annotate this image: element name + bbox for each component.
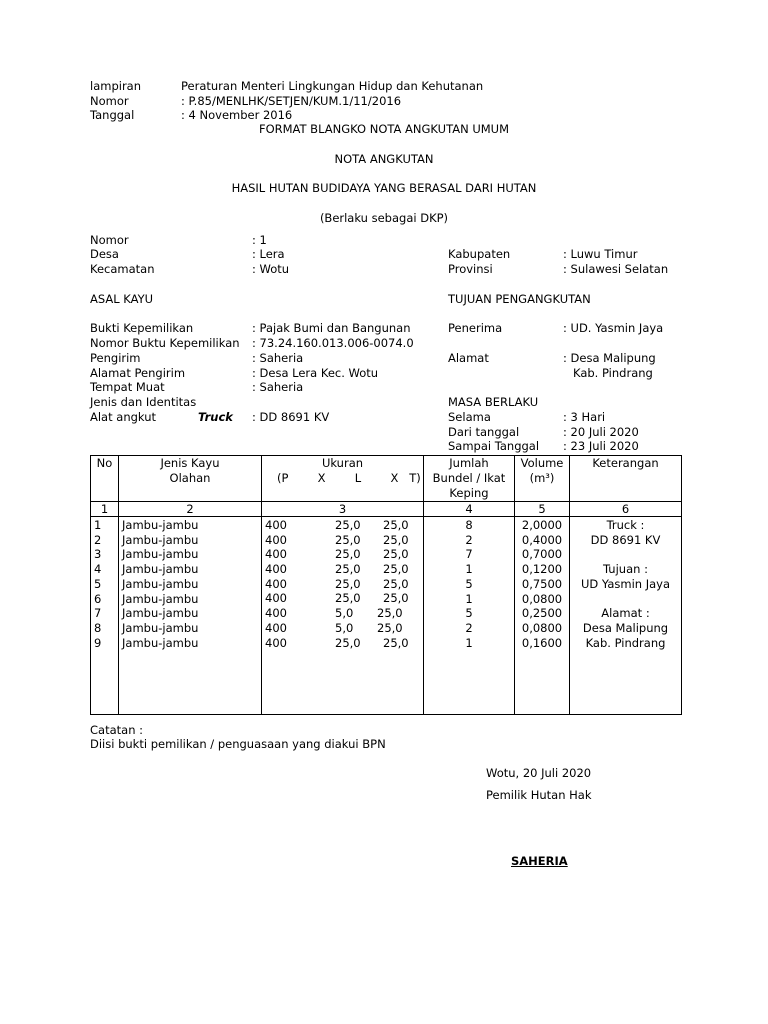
col-number: 3 [262, 502, 424, 517]
info-nomor-label: Nomor [90, 233, 129, 247]
cell-p: 400 [265, 562, 287, 577]
nomor-value: : P.85/MENLHK/SETJEN/KUM.1/11/2016 [181, 94, 402, 108]
info-nomor-value: : 1 [252, 233, 267, 247]
alat-angkut-label: Alat angkut [90, 410, 157, 424]
cell-l: 25,0 [335, 576, 361, 591]
kabupaten-label: Kabupaten [448, 247, 511, 261]
tanggal-label: Tanggal [90, 108, 135, 122]
cell-no: 7 [94, 606, 102, 621]
table-empty-row [91, 650, 682, 715]
cell-t: 25,0 [383, 547, 409, 562]
cell-no: 2 [94, 532, 102, 547]
cell-jumlah: 5 [465, 606, 473, 621]
title-dkp: (Berlaku sebagai DKP) [319, 211, 449, 225]
dari-tanggal-value: : 20 Juli 2020 [563, 425, 639, 439]
nomor-bukti-value: : 73.24.160.013.006-0074.0 [252, 336, 414, 350]
cell-volume: 0,0800 [521, 591, 563, 606]
cell-t: 25,0 [383, 518, 409, 532]
cell-volume: 0,0800 [521, 620, 563, 635]
cell-jumlah: 1 [465, 591, 473, 606]
cell-no: 9 [94, 635, 102, 650]
lampiran-value: Peraturan Menteri Lingkungan Hidup dan Kehutanan [181, 79, 484, 93]
header-jumlah: Jumlah Bundel / Ikat Keping [424, 456, 515, 502]
keterangan-line: UD Yasmin Jaya [580, 576, 671, 591]
cell-jumlah: 8 [465, 518, 473, 532]
cell-jenis: Jambu-jambu [122, 620, 199, 635]
cell-no: 8 [94, 620, 102, 635]
cell-t: 25,0 [383, 591, 409, 606]
header-keterangan: Keterangan [570, 456, 682, 502]
tempat-muat-label: Tempat Muat [90, 380, 165, 394]
body-jenis-column [119, 517, 262, 651]
cell-p: 400 [265, 620, 287, 635]
sampai-tanggal-value: : 23 Juli 2020 [563, 439, 639, 453]
header-volume: Volume (m³) [515, 456, 570, 502]
catatan-label: Catatan : [90, 723, 144, 737]
cell-volume: 0,4000 [521, 532, 563, 547]
col-number: 1 [91, 502, 119, 517]
penerima-value: : UD. Yasmin Jaya [563, 321, 664, 335]
cell-l: 25,0 [335, 532, 361, 547]
cell-volume: 0,2500 [521, 606, 563, 621]
kecamatan-value: : Wotu [252, 262, 290, 276]
table-header-row [91, 456, 682, 502]
lampiran-label: lampiran [90, 79, 142, 93]
col-number: 4 [424, 502, 515, 517]
body-keterangan-column [570, 517, 682, 651]
title-hasil-hutan: HASIL HUTAN BUDIDAYA YANG BERASAL DARI HUTAN [231, 181, 537, 195]
dari-tanggal-label: Dari tanggal [448, 425, 520, 439]
cell-jenis: Jambu-jambu [122, 591, 199, 606]
cell-p: 400 [265, 635, 287, 650]
header-ukuran [262, 456, 424, 502]
header-jenis: Jenis Kayu Olahan [119, 456, 262, 502]
col-number: 2 [119, 502, 262, 517]
table-column-number-row [91, 502, 682, 517]
bukti-value: : Pajak Bumi dan Bangunan [252, 321, 411, 335]
selama-value: : 3 Hari [563, 410, 606, 424]
bukti-label: Bukti Kepemilikan [90, 321, 194, 335]
masa-berlaku-heading: MASA BERLAKU [448, 395, 539, 409]
cell-volume: 0,1200 [521, 562, 563, 577]
cell-p: 400 [265, 606, 287, 621]
cell-l: 25,0 [335, 518, 361, 532]
cell-jumlah: 2 [465, 532, 473, 547]
asal-kayu-heading: ASAL KAYU [90, 292, 154, 306]
header-ukuran-sub: (P X L X T) [277, 471, 421, 485]
desa-value: : Lera [252, 247, 285, 261]
alat-angkut-value: : DD 8691 KV [252, 410, 330, 424]
desa-label: Desa [90, 247, 119, 261]
tanggal-value: : 4 November 2016 [181, 108, 293, 122]
cell-l: 25,0 [335, 547, 361, 562]
cell-volume: 0,1600 [521, 635, 563, 650]
cell-jenis: Jambu-jambu [122, 518, 199, 532]
cell-volume: 0,7000 [521, 547, 563, 562]
table-body-row [91, 517, 682, 651]
header-ukuran-title: Ukuran [321, 456, 364, 470]
alamat-value: : Desa Malipung [563, 351, 656, 365]
cell-t: 25,0 [383, 532, 409, 547]
alamat-pengirim-label: Alamat Pengirim [90, 366, 186, 380]
kabupaten-value: : Luwu Timur [563, 247, 638, 261]
provinsi-label: Provinsi [448, 262, 493, 276]
col-number: 6 [570, 502, 682, 517]
cell-volume: 0,7500 [521, 576, 563, 591]
body-jumlah-column [424, 517, 515, 651]
keterangan-line: Kab. Pindrang [585, 635, 666, 650]
catatan-note: Diisi bukti pemilikan / penguasaan yang diakui BPN [90, 737, 386, 751]
alat-angkut-type: Truck [198, 410, 233, 424]
title-format: FORMAT BLANGKO NOTA ANGKUTAN UMUM [258, 122, 510, 136]
body-no-column [91, 517, 119, 651]
cell-jumlah: 1 [465, 635, 473, 650]
sampai-tanggal-label: Sampai Tanggal [448, 439, 540, 453]
cell-volume: 2,0000 [521, 518, 563, 532]
cell-l: 25,0 [335, 591, 361, 606]
alamat-pengirim-value: : Desa Lera Kec. Wotu [252, 366, 379, 380]
body-volume-column [515, 517, 570, 651]
keterangan-line: DD 8691 KV [590, 532, 661, 547]
cell-no: 4 [94, 562, 102, 577]
cell-no: 1 [94, 518, 102, 532]
pengirim-value: : Saheria [252, 351, 304, 365]
cell-p: 400 [265, 591, 287, 606]
cell-jumlah: 2 [465, 620, 473, 635]
cell-no: 3 [94, 547, 102, 562]
place-date: Wotu, 20 Juli 2020 [486, 766, 592, 780]
keterangan-line: Alamat : [601, 606, 650, 621]
nomor-bukti-label: Nomor Buktu Kepemilikan [90, 336, 240, 350]
cell-jumlah: 1 [465, 562, 473, 577]
keterangan-line [573, 591, 678, 606]
cell-jenis: Jambu-jambu [122, 532, 199, 547]
cell-jenis: Jambu-jambu [122, 606, 199, 621]
signer-name: SAHERIA [511, 854, 568, 868]
cell-l: 5,0 [335, 606, 354, 621]
cell-t: 25,0 [377, 620, 403, 635]
penerima-label: Penerima [448, 321, 503, 335]
cell-p: 400 [265, 518, 287, 532]
body-ukuran-column [262, 517, 424, 651]
cell-p: 400 [265, 532, 287, 547]
pengirim-label: Pengirim [90, 351, 141, 365]
cell-jenis: Jambu-jambu [122, 562, 199, 577]
cell-jumlah: 5 [465, 576, 473, 591]
nota-table [90, 455, 682, 715]
jenis-identitas-label: Jenis dan Identitas [90, 395, 197, 409]
cell-t: 25,0 [383, 562, 409, 577]
cell-l: 25,0 [335, 562, 361, 577]
alamat-value-line2: Kab. Pindrang [573, 366, 653, 380]
tujuan-heading: TUJUAN PENGANGKUTAN [448, 292, 591, 306]
title-nota: NOTA ANGKUTAN [334, 152, 434, 166]
cell-jumlah: 7 [465, 547, 473, 562]
cell-l: 5,0 [335, 620, 354, 635]
cell-t: 25,0 [383, 635, 409, 650]
signer-role: Pemilik Hutan Hak [486, 788, 592, 802]
cell-jenis: Jambu-jambu [122, 635, 199, 650]
cell-p: 400 [265, 547, 287, 562]
cell-t: 25,0 [383, 576, 409, 591]
tempat-muat-value: : Saheria [252, 380, 304, 394]
provinsi-value: : Sulawesi Selatan [563, 262, 669, 276]
keterangan-line: Truck : [606, 518, 645, 532]
keterangan-line: Tujuan : [603, 562, 648, 577]
cell-no: 5 [94, 576, 102, 591]
nomor-label: Nomor [90, 94, 129, 108]
selama-label: Selama [448, 410, 491, 424]
cell-jenis: Jambu-jambu [122, 547, 199, 562]
kecamatan-label: Kecamatan [90, 262, 155, 276]
cell-p: 400 [265, 576, 287, 591]
cell-jenis: Jambu-jambu [122, 576, 199, 591]
col-number: 5 [515, 502, 570, 517]
cell-no: 6 [94, 591, 102, 606]
keterangan-line [573, 547, 678, 562]
cell-t: 25,0 [377, 606, 403, 621]
header-no: No [91, 456, 119, 502]
alamat-label: Alamat [448, 351, 489, 365]
keterangan-line: Desa Malipung [582, 620, 669, 635]
cell-l: 25,0 [335, 635, 361, 650]
